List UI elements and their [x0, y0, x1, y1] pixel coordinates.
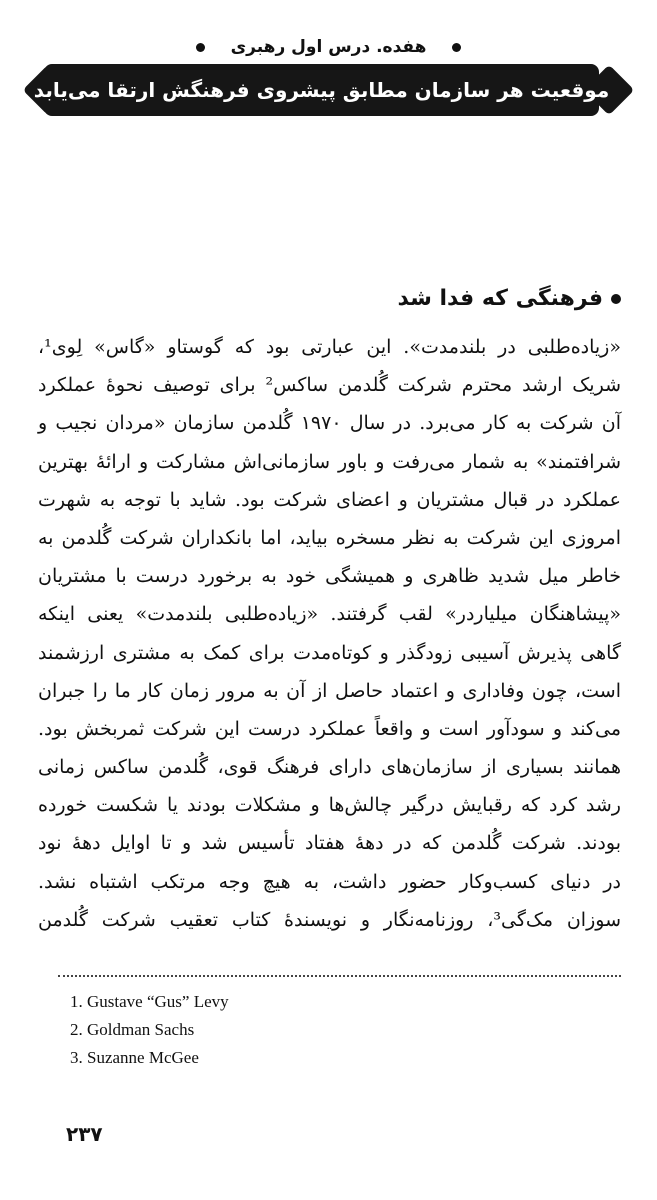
footnote-item: 1. Gustave “Gus” Levy	[70, 992, 229, 1011]
text-line: سوزان مک‌گی³، روزنامه‌نگار و نویسندهٔ کتاب تعقیب شرکت گُلدمن	[38, 908, 621, 931]
text-line: بودند. شرکت گُلدمن که در دههٔ هفتاد تأسیس شد و تا اوایل دههٔ نود	[38, 832, 621, 855]
page-number: ۲۳۷	[66, 1122, 103, 1146]
text-line: در دنیای کسب‌وکار حضور داشت، به هیچ وجه مرتکب اشتباه نشد.	[38, 870, 621, 893]
text-line: شریک ارشد محترم شرکت گُلدمن ساکس² برای توصیف نحوهٔ عملکرد	[38, 374, 622, 397]
body-paragraph	[38, 328, 621, 939]
subsection-heading-text: فرهنگی که فدا شد	[397, 286, 603, 311]
text-line: شرافتمند» به شمار می‌رفت و باور سازمانی‌اش مشارکت و ارائهٔ بهترین	[38, 450, 621, 473]
text-line: گاهی پذیرش آسیبی زودگذر و کوتاه‌مدت برای کمک به مشتری ارزشمند	[38, 641, 621, 664]
footnote-item: 3. Suzanne McGee	[70, 1048, 199, 1067]
section-title: موقعیت هر سازمان مطابق پیشروی فرهنگش ارتقا می‌یابد	[33, 78, 610, 102]
text-line: خاطر میل شدید ظاهری و همیشگی خود به برخورد درست با مشتریان	[38, 565, 621, 588]
text-line: می‌کند و سودآور است و واقعاً عملکرد درست این شرکت ثمربخش بود.	[38, 717, 621, 740]
heading-bullet-icon	[611, 294, 621, 304]
section-title-banner	[33, 64, 610, 116]
text-line: عملکرد در قبال مشتریان و اعضای شرکت بود. شاید با توجه به شهرت	[38, 488, 621, 511]
text-line: «پیشاهنگان میلیاردر» لقب گرفتند. «زیاده‌طلبی بلندمدت» یعنی اینکه	[38, 603, 621, 626]
text-line: رشد کرد که رقبایش درگیر چالش‌ها و مشکلات بودند یا شکست خورده	[38, 794, 621, 817]
text-line: است، چون وفاداری و اعتماد حاصل از آن به مرور زمان کار ما را جبران	[38, 679, 621, 702]
footnote-divider	[58, 975, 621, 977]
footnote-item: 2. Goldman Sachs	[70, 1020, 195, 1039]
bullet-dot-icon	[452, 43, 461, 52]
chapter-label: هفده. درس اول رهبری	[230, 37, 427, 57]
text-line: امروزی این شرکت به نظر مسخره بیاید، اما بانکداران شرکت گُلدمن به	[38, 526, 621, 549]
subsection-heading	[398, 286, 622, 311]
footnotes	[70, 988, 229, 1072]
text-line: «زیاده‌طلبی در بلندمدت». این عبارتی بود که گوستاو «گاس» لِوی¹،	[38, 336, 621, 358]
bullet-dot-icon	[196, 43, 205, 52]
text-line: آن شرکت به کار می‌برد. در سال ۱۹۷۰ گُلدمن سازمان «مردان نجیب و	[38, 412, 622, 435]
running-head	[0, 30, 657, 64]
text-line: همانند بسیاری از سازمان‌های دارای فرهنگ قوی، گُلدمن ساکس زمانی	[38, 756, 621, 779]
